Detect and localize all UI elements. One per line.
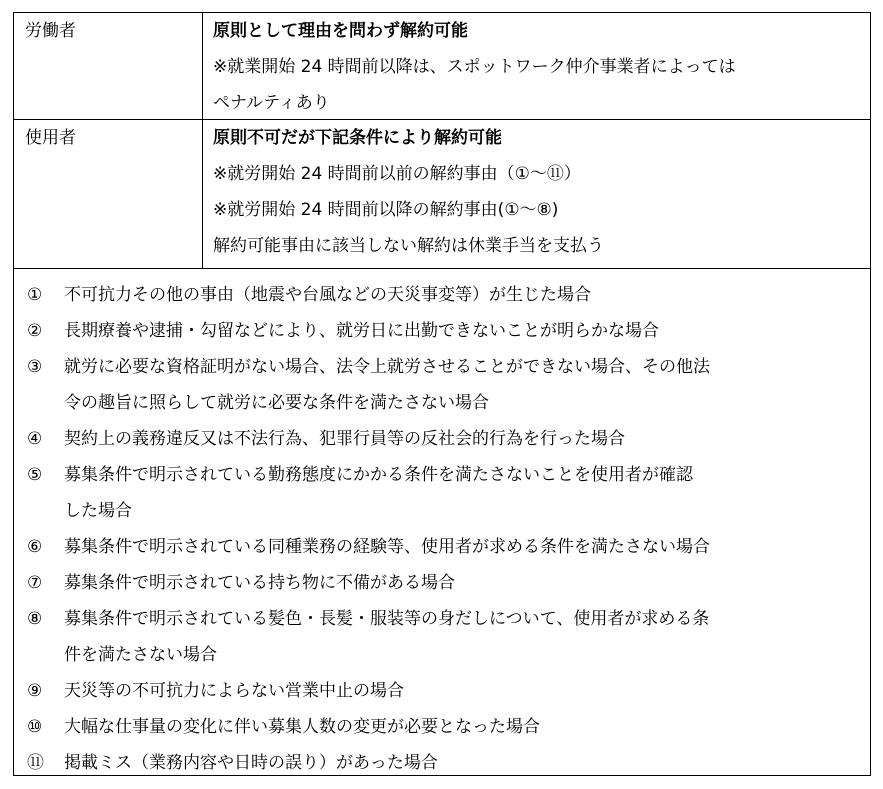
condition-text: 天災等の不可抗力によらない営業中止の場合 [64,681,404,701]
worker-note-line-2: ペナルティあり [213,93,330,113]
condition-number: ② [27,321,43,341]
condition-item-5 [14,457,870,529]
condition-item-9 [14,673,870,709]
condition-number: ⑤ [27,465,43,485]
condition-item-1 [14,277,870,313]
employer-row [14,120,870,269]
worker-note-line-1: ※就業開始 24 時間前以降は、スポットワーク仲介事業者によっては [213,57,736,77]
condition-number: ① [27,285,43,305]
condition-item-7 [14,565,870,601]
cancellation-table [13,12,871,776]
condition-number: ④ [27,429,43,449]
condition-text: 大幅な仕事量の変化に伴い募集人数の変更が必要となった場合 [64,717,540,737]
condition-item-2 [14,313,870,349]
conditions-list [14,277,870,781]
employer-note-after-24h: ※就労開始 24 時間前以降の解約事由(①～⑧) [213,200,559,220]
employer-rule: 原則不可だが下記条件により解約可能 [213,128,502,148]
condition-item-4 [14,421,870,457]
condition-number: ⑨ [27,681,43,701]
condition-text: 契約上の義務違反又は不法行為、犯罪行員等の反社会的行為を行った場合 [64,429,625,449]
condition-item-10 [14,709,870,745]
condition-item-8 [14,601,870,673]
employer-note-compensation: 解約可能事由に該当しない解約は休業手当を支払う [213,236,604,256]
employer-label: 使用者 [14,120,203,268]
condition-number: ⑦ [27,573,43,593]
employer-note-before-24h: ※就労開始 24 時間前以前の解約事由（①～⑪） [213,164,581,184]
employer-content [203,120,870,268]
condition-item-6 [14,529,870,565]
conditions-row [14,269,870,775]
condition-number: ⑪ [27,753,44,773]
condition-item-11 [14,745,870,781]
condition-text-continued: した場合 [64,501,132,521]
worker-label: 労働者 [14,13,203,119]
worker-rule: 原則として理由を問わず解約可能 [213,21,468,41]
condition-number: ⑥ [27,537,43,557]
worker-row [14,13,870,120]
condition-item-3 [14,349,870,421]
condition-text: 長期療養や逮捕・勾留などにより、就労日に出勤できないことが明らかな場合 [64,321,659,341]
condition-text: 掲載ミス（業務内容や日時の誤り）があった場合 [64,753,438,773]
condition-number: ③ [27,357,43,377]
condition-number: ⑩ [27,717,43,737]
condition-text: 就労に必要な資格証明がない場合、法令上就労させることができない場合、その他法 [64,357,710,377]
condition-text: 募集条件で明示されている髪色・長髪・服装等の身だしについて、使用者が求める条 [64,609,710,629]
condition-text-continued: 令の趣旨に照らして就労に必要な条件を満たさない場合 [64,393,489,413]
condition-text: 不可抗力その他の事由（地震や台風などの天災事変等）が生じた場合 [64,285,591,305]
worker-content [203,13,870,119]
condition-text: 募集条件で明示されている持ち物に不備がある場合 [64,573,455,593]
condition-number: ⑧ [27,609,43,629]
condition-text-continued: 件を満たさない場合 [64,645,217,665]
condition-text: 募集条件で明示されている同種業務の経験等、使用者が求める条件を満たさない場合 [64,537,710,557]
condition-text: 募集条件で明示されている勤務態度にかかる条件を満たさないことを使用者が確認 [64,465,693,485]
